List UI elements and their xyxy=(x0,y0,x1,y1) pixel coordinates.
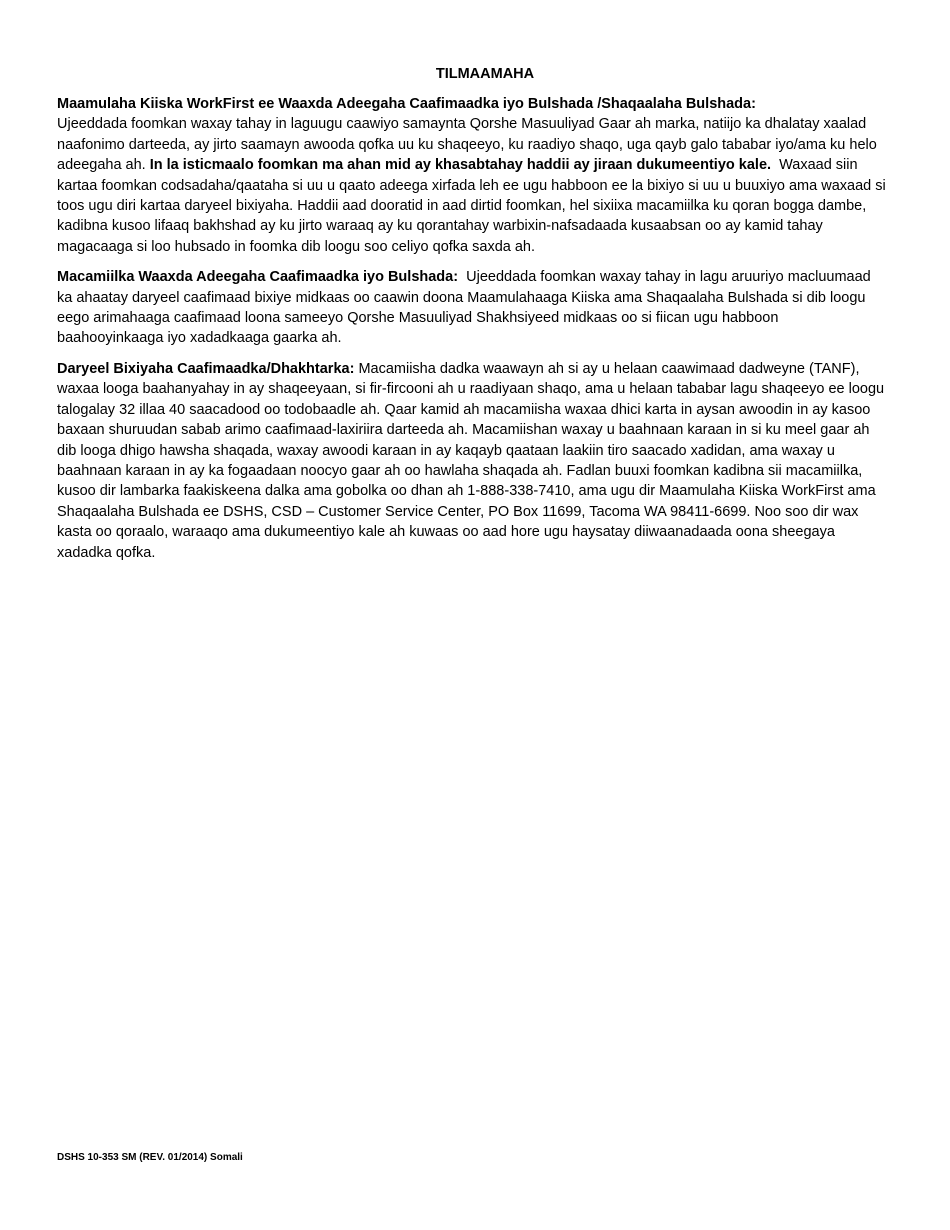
paragraph-case-manager xyxy=(57,94,887,257)
paragraph-text: Ujeeddada foomkan waxay tahay in laguugu caawiyo samaynta Qorshe Masuuliyad Gaar ah marka, natiijo ka dhalatay xaalad naafonimo darteeda, ay jirto saamayn awooda qofka uu ku shaqeeyo, ku raadiyo shaqo, uga qayb galo tababar iyo/ama ku helo adeegaha ah. xyxy=(57,116,877,174)
paragraph-text: Ujeeddada foomkan waxay tahay in lagu aruuriyo macluumaad ka ahaatay daryeel caafimaad bixiye midkaas oo caawin doona Maamulahaaga Kiiska ama Shaqaalaha Bulshada si dib loogu eego arimahaaga caafimaad loona sameeyo Qorshe Masuuliyad Shakhsiyeed midkaas oo si fiican ugu habboon baahooyinkaaga iyo xadadkaaga gaarka ah. xyxy=(57,269,871,347)
form-number-footer: DSHS 10-353 SM (REV. 01/2014) Somali xyxy=(57,1152,243,1163)
paragraph-bold-notice: In la isticmaalo foomkan ma ahan mid ay khasabtahay haddii ay jiraan dukumeentiyo kale. xyxy=(149,157,772,174)
paragraph-heading: Daryeel Bixiyaha Caafimaadka/Dhakhtarka: xyxy=(57,360,355,377)
paragraph-heading: Maamulaha Kiiska WorkFirst ee Waaxda Adeegaha Caafimaadka iyo Bulshada /Shaqaalaha Bulshada: xyxy=(57,96,756,112)
paragraph-text: Macamiisha dadka waawayn ah si ay u helaan caawimaad dadweyne (TANF), waxaa looga baahanyahay in ay shaqeeyaan, si fir-fircooni ah u raadiyaan shaqo, ama u helaan tababar lagu shaqeeyo ee loogu talogalay 32 illaa 40 saacadood oo todobaadle ah. Qaar kamid ah macamiisha waxaa dhici karta in aysan awoodin in ay kasoo baxaan shuruudan sabab arimo caafimaad-laxiriira darteeda ah. Macamiishan waxay u baahnaan karaan in si ku meel gaar ah dib looga dhigo hawsha shaqada, waxay awoodi karaan in ay kaqayb qaataan laakiin tiro saacado xadidan, ama waxay u baahnaan karaan in ay ka fogaadaan noocyo gaar ah oo hawlaha shaqada ah. Fadlan buuxi foomkan kadibna sii macamiilka, kusoo dir lambarka faakiskeena dalka ama gobolka oo dhan ah 1-888-338-7410, ama ugu dir Maamulaha Kiiska WorkFirst ama Shaqaalaha Bulshada ee DSHS, CSD – Customer Service Center, PO Box 11699, Tacoma WA 98411-6699. Noo soo dir wax kasta oo qoraalo, waraaqo ama dukumeentiyo kale ah kuwaas oo aad hore ugu haysatay diiwaanadaada oona sheegaya xadadka qofka. xyxy=(57,360,885,561)
instructions-body xyxy=(57,94,887,573)
page-title: TILMAAMAHA xyxy=(435,66,535,82)
paragraph-text: Waxaad siin kartaa foomkan codsadaha/qaataha si uu u qaato adeega xirfada leh ee ugu habboon ee la bixiyo si uu u buuxiyo ama waxaad si toos ugu diri kartaa daryeel bixiyaha. Haddii aad dooratid in aad dirtid foomkan, hel sixiixa macamiilka ku qoran bogga dambe, kadibna kusoo lifaaq bakhshad ay ku jirto waraaq ay ku qorantahay warbixin-nafsadaada kusaabsan oo ay kamid tahay magacaaga si loo hubsado in foomka dib loogu soo celiyo qofka saxda ah. xyxy=(57,157,886,255)
paragraph-provider xyxy=(57,359,887,563)
paragraph-heading: Macamiilka Waaxda Adeegaha Caafimaadka iyo Bulshada: xyxy=(57,269,459,286)
paragraph-client xyxy=(57,267,887,349)
